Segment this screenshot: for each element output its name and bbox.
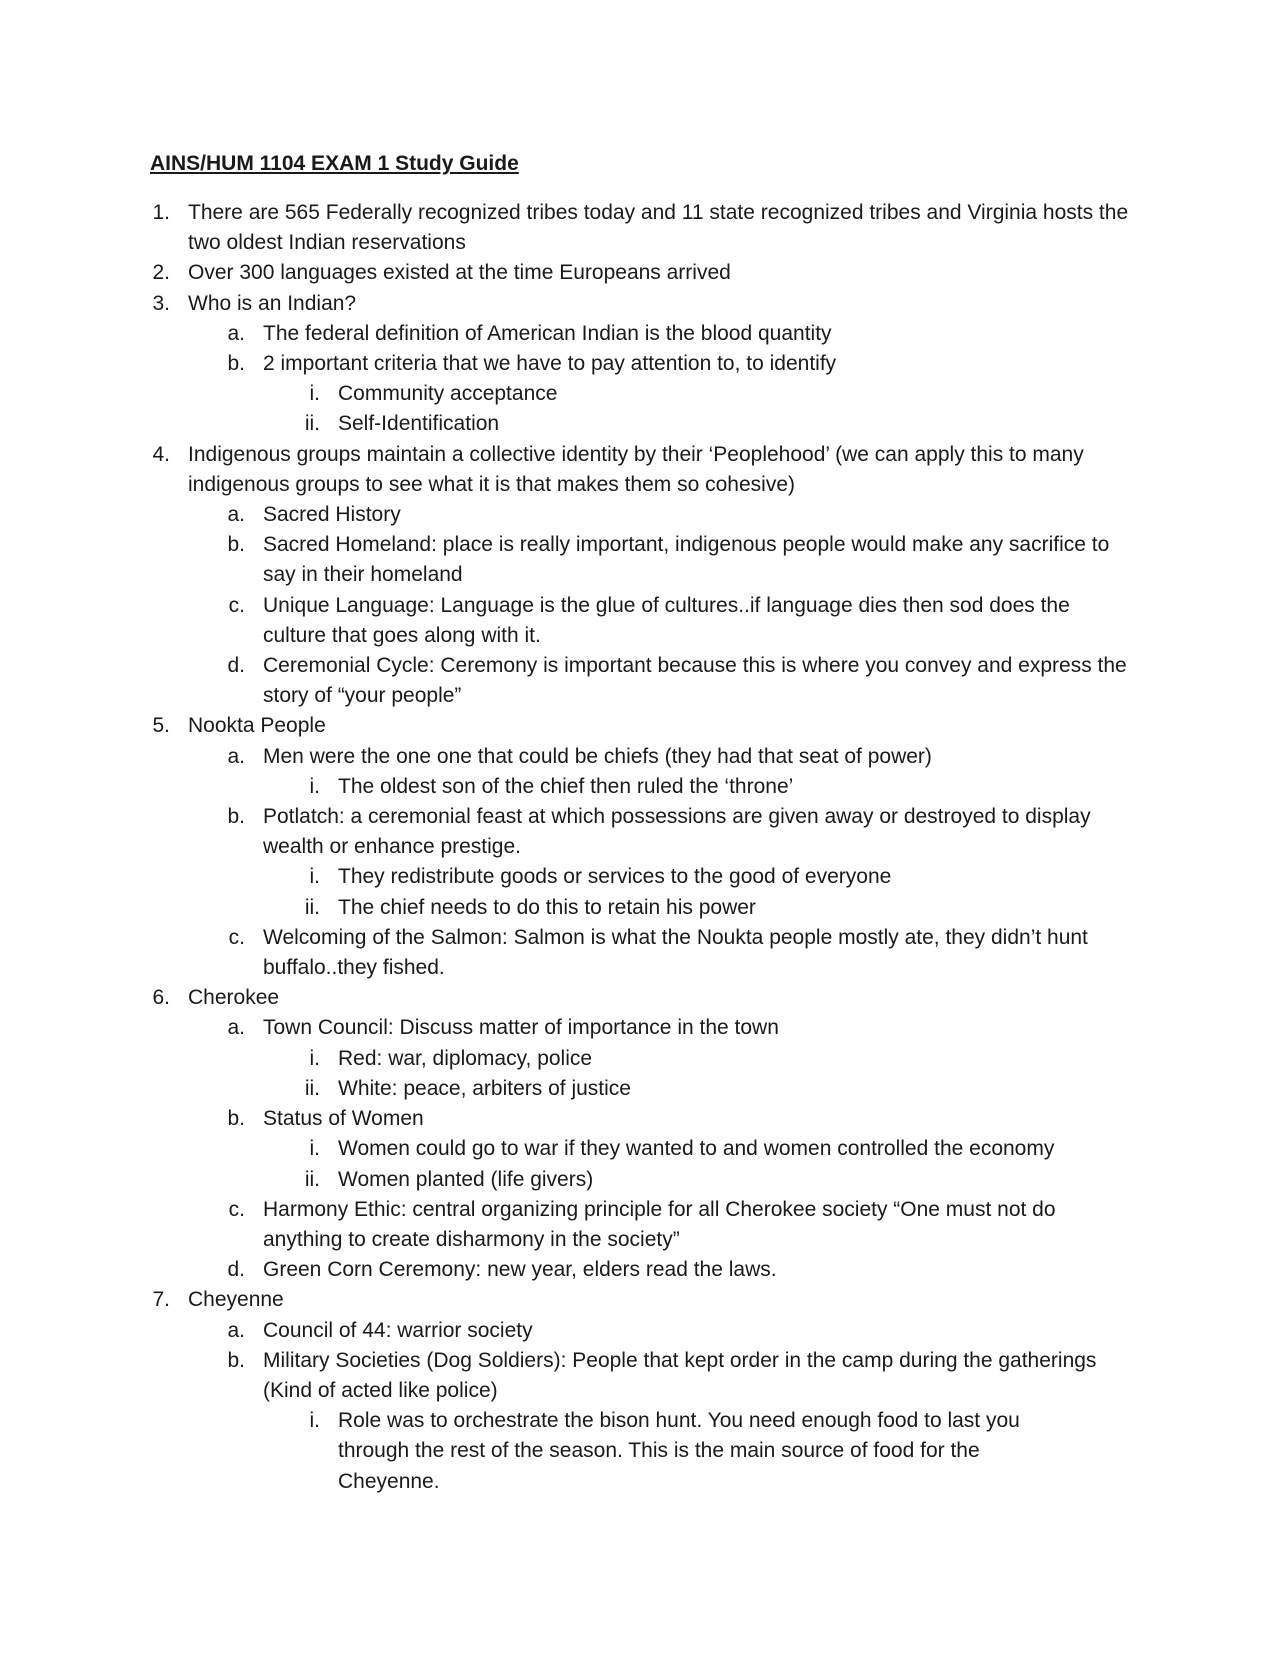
list-item-text: Red: war, diplomacy, police [338, 1046, 593, 1070]
list-item-text: White: peace, arbiters of justice [338, 1076, 631, 1100]
list-item [0, 258, 1280, 288]
list-item [0, 1255, 1280, 1285]
list-marker: 4. [152, 442, 170, 466]
list-item [0, 349, 1280, 379]
list-item [0, 802, 1280, 862]
list-item-text: The oldest son of the chief then ruled the ‘throne’ [338, 774, 794, 798]
list-marker: b. [227, 805, 245, 829]
list-item-text: Women planted (life givers) [338, 1167, 594, 1191]
list-item-text: Indigenous groups maintain a collective identity by their ‘Peoplehood’ (we can apply this to many indigenous groups to see what it is that makes them so cohesive) [188, 442, 1084, 496]
list-marker: 3. [152, 291, 170, 315]
list-marker: i. [309, 774, 320, 798]
list-item [0, 1044, 1280, 1074]
list-marker: b. [227, 352, 245, 376]
list-item [0, 1104, 1280, 1134]
list-item [0, 1013, 1280, 1043]
list-item [0, 1165, 1280, 1195]
list-item-text: Welcoming of the Salmon: Salmon is what the Noukta people mostly ate, they didn’t hunt buffalo..they fished. [263, 925, 1088, 980]
list-item-text: Over 300 languages existed at the time Europeans arrived [188, 261, 731, 285]
list-marker: ii. [304, 895, 320, 919]
list-item-text: The chief needs to do this to retain his power [338, 895, 756, 919]
list-marker: 1. [152, 201, 170, 224]
list-item-text: Sacred History [263, 503, 401, 527]
list-item [0, 1346, 1280, 1406]
list-item [0, 1316, 1280, 1346]
list-item [0, 409, 1280, 439]
list-marker: b. [227, 1348, 245, 1372]
list-marker: i. [309, 1046, 320, 1070]
list-marker: ii. [304, 1167, 320, 1191]
list-item-text: Ceremonial Cycle: Ceremony is important because this is where you convey and express the story of “your people” [263, 654, 1127, 708]
list-marker: 2. [152, 261, 170, 285]
list-marker: b. [227, 533, 245, 557]
list-item [0, 319, 1280, 349]
list-item [0, 500, 1280, 530]
list-item [0, 711, 1280, 741]
list-marker: a. [227, 321, 245, 345]
list-marker: c. [228, 593, 245, 617]
list-marker: 5. [152, 714, 170, 738]
list-marker: d. [227, 1258, 245, 1282]
list-item [0, 1134, 1280, 1164]
list-item-text: Harmony Ethic: central organizing principle for all Cherokee society “One must not do anything to create disharmony in the society” [263, 1197, 1056, 1251]
list-marker: c. [228, 925, 245, 949]
list-item-text: Role was to orchestrate the bison hunt. You need enough food to last you through the rest of the season. This is the main source of food for the Cheyenne. [338, 1409, 1020, 1493]
list-item-text: Council of 44: warrior society [263, 1318, 533, 1342]
list-item-text: Sacred Homeland: place is really important, indigenous people would make any sacrifice to say in their homeland [263, 533, 1110, 587]
list-marker: a. [227, 1016, 245, 1040]
list-item [0, 198, 1280, 258]
list-marker: 6. [152, 986, 170, 1010]
study-guide-list [0, 198, 1280, 1497]
list-item-text: There are 565 Federally recognized tribes today and 11 state recognized tribes and Virginia hosts the two oldest Indian reservations [188, 201, 1129, 255]
list-item-text: Community acceptance [338, 382, 558, 406]
list-item-text: Men were the one one that could be chiefs (they had that seat of power) [263, 744, 932, 768]
list-item [0, 893, 1280, 923]
list-item [0, 379, 1280, 409]
list-marker: d. [227, 654, 245, 678]
list-marker: i. [309, 865, 320, 889]
list-item [0, 1195, 1280, 1255]
document-title: AINS/HUM 1104 EXAM 1 Study Guide [150, 152, 519, 175]
list-item [0, 1285, 1280, 1315]
list-item-text: Cheyenne [188, 1288, 284, 1312]
list-item-text: Who is an Indian? [188, 291, 357, 315]
list-item-text: Women could go to war if they wanted to and women controlled the economy [338, 1137, 1055, 1161]
list-item [0, 1074, 1280, 1104]
list-item [0, 591, 1280, 651]
list-item-text: Potlatch: a ceremonial feast at which possessions are given away or destroyed to display wealth or enhance prestige. [263, 805, 1091, 859]
list-item-text: Town Council: Discuss matter of importance in the town [263, 1016, 779, 1040]
list-item [0, 742, 1280, 772]
list-marker: i. [309, 1409, 320, 1433]
list-item-text: Nookta People [188, 714, 326, 738]
list-marker: ii. [304, 412, 320, 436]
list-item-text: The federal definition of American Indian is the blood quantity [263, 321, 832, 345]
list-item-text: Cherokee [188, 986, 280, 1010]
list-item-text: Green Corn Ceremony: new year, elders read the laws. [263, 1258, 777, 1282]
list-item-text: Self-Identification [338, 412, 500, 436]
list-item [0, 530, 1280, 590]
list-item-text: They redistribute goods or services to the good of everyone [338, 865, 892, 889]
list-item [0, 651, 1280, 711]
list-marker: a. [227, 1318, 245, 1342]
list-item [0, 862, 1280, 892]
list-marker: ii. [304, 1076, 320, 1100]
list-marker: c. [228, 1197, 245, 1221]
list-item [0, 440, 1280, 500]
list-item [0, 1406, 1280, 1497]
list-item-text: Status of Women [263, 1107, 424, 1131]
list-marker: i. [309, 382, 320, 406]
list-item [0, 772, 1280, 802]
list-marker: 7. [152, 1288, 170, 1312]
list-item-text: Military Societies (Dog Soldiers): People that kept order in the camp during the gatherings (Kind of acted like police) [263, 1348, 1097, 1402]
list-item-text: Unique Language: Language is the glue of cultures..if language dies then sod does the culture that goes along with it. [263, 593, 1070, 647]
list-item [0, 983, 1280, 1013]
list-marker: a. [227, 503, 245, 527]
list-item-text: 2 important criteria that we have to pay attention to, to identify [263, 352, 837, 376]
list-item [0, 289, 1280, 319]
list-marker: b. [227, 1107, 245, 1131]
list-marker: i. [309, 1137, 320, 1161]
list-item [0, 923, 1280, 983]
list-marker: a. [227, 744, 245, 768]
